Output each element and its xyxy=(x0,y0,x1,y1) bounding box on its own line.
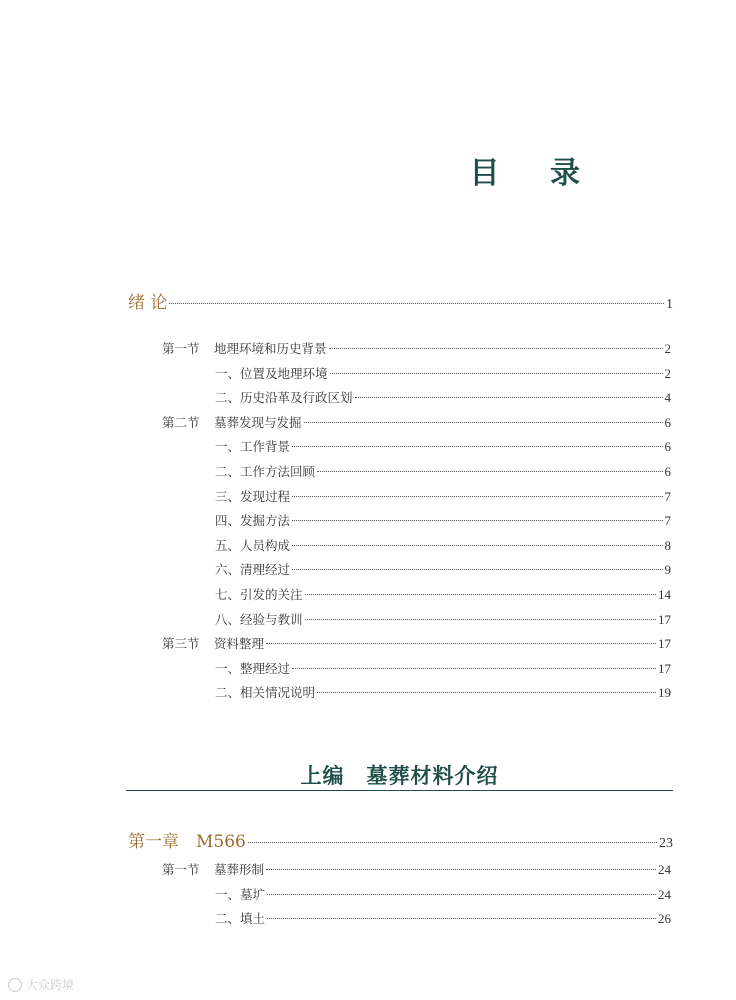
toc-leader-dots xyxy=(169,303,664,304)
toc-page-number: 6 xyxy=(664,414,671,430)
toc-label xyxy=(215,462,315,480)
toc-leader-dots xyxy=(317,692,656,693)
toc-page-number: 7 xyxy=(664,513,671,529)
toc-label xyxy=(215,683,315,701)
toc-label xyxy=(215,885,265,903)
toc-entry-subsection[interactable] xyxy=(215,536,671,554)
toc-leader-dots xyxy=(292,668,656,669)
toc-label xyxy=(215,511,290,529)
toc-label-text: 七、引发的关注 xyxy=(215,587,303,602)
toc-label-text: 二、填土 xyxy=(215,911,266,926)
toc-leader-dots xyxy=(267,918,656,919)
toc-label xyxy=(215,585,303,603)
toc-label xyxy=(215,610,303,628)
toc-leader-dots xyxy=(266,869,656,870)
toc-entry-subsection[interactable] xyxy=(215,909,671,927)
toc-entry-subsection[interactable] xyxy=(215,462,671,480)
toc-leader-dots xyxy=(330,373,663,374)
toc-page-number: 9 xyxy=(664,562,671,578)
toc-page-number: 17 xyxy=(658,611,671,627)
toc-label xyxy=(162,413,302,431)
toc-label xyxy=(215,437,290,455)
toc-label-text: 四、发掘方法 xyxy=(215,513,291,529)
toc-page-number: 24 xyxy=(658,886,671,902)
toc-section-number: 第一节 xyxy=(162,862,200,877)
toc-page-number: 6 xyxy=(664,439,671,455)
toc-entry-subsection[interactable] xyxy=(215,585,671,603)
toc-section-number: 第一节 xyxy=(162,341,200,356)
toc-entry-section[interactable] xyxy=(162,860,671,878)
toc-label xyxy=(215,364,328,382)
toc-page-number: 8 xyxy=(664,537,671,553)
toc-label-text: 一、工作背景 xyxy=(215,439,291,455)
toc-label xyxy=(215,536,290,554)
toc-page-number: 4 xyxy=(664,390,671,406)
toc-leader-dots xyxy=(248,842,657,843)
toc-leader-dots xyxy=(305,619,656,620)
toc-entry-subsection[interactable] xyxy=(215,388,671,406)
toc-leader-dots xyxy=(292,569,662,570)
watermark xyxy=(8,976,74,993)
toc-section-number: 第三节 xyxy=(162,636,200,652)
toc-page-number: 19 xyxy=(658,685,671,701)
toc-label-text: 五、人员构成 xyxy=(215,537,291,553)
toc-entry-subsection[interactable] xyxy=(215,885,671,903)
toc-entry-subsection[interactable] xyxy=(215,560,671,578)
toc-label-text: 资料整理 xyxy=(214,636,265,652)
toc-entry-intro[interactable] xyxy=(128,288,673,313)
toc-entry-subsection[interactable] xyxy=(215,364,671,382)
toc-label: 绪 论 xyxy=(128,293,168,313)
toc-label-text: 一、位置及地理环境 xyxy=(215,365,328,381)
toc-leader-dots xyxy=(355,397,663,398)
toc-entry-subsection[interactable] xyxy=(215,511,671,529)
toc-section-number: 第二节 xyxy=(162,414,200,430)
toc-label xyxy=(215,388,353,406)
toc-label-text: 八、经验与教训 xyxy=(215,611,303,627)
toc-label xyxy=(215,909,265,927)
toc-label-text: 地理环境和历史背景 xyxy=(214,341,327,356)
toc-label-text: 二、相关情况说明 xyxy=(215,685,316,701)
toc-leader-dots xyxy=(317,471,662,472)
toc-label xyxy=(215,659,290,677)
toc-entry-subsection[interactable] xyxy=(215,659,671,677)
toc-entry-section[interactable] xyxy=(162,413,671,431)
toc-leader-dots xyxy=(292,496,662,497)
toc-page-number: 26 xyxy=(658,911,671,926)
toc-page-number: 14 xyxy=(658,587,671,602)
toc-leader-dots xyxy=(292,446,662,447)
toc-entry-subsection[interactable] xyxy=(215,683,671,701)
toc-label-text: 二、历史沿革及行政区划 xyxy=(215,390,353,406)
toc-label-text: 三、发现过程 xyxy=(215,488,291,504)
toc-entry-section[interactable] xyxy=(162,339,671,357)
toc-entry-subsection[interactable] xyxy=(215,487,671,505)
toc-label-text: 一、整理经过 xyxy=(215,660,291,676)
toc-page-number: 2 xyxy=(664,365,671,381)
toc-leader-dots xyxy=(267,894,656,895)
toc-label xyxy=(162,860,264,878)
page-title: 目 录 xyxy=(469,156,600,191)
toc-entry-subsection[interactable] xyxy=(215,437,671,455)
toc-leader-dots xyxy=(292,545,662,546)
part-heading: 上编 墓葬材料介绍 xyxy=(300,763,499,788)
toc-page-number: 23 xyxy=(659,836,673,851)
toc-leader-dots xyxy=(305,594,656,595)
toc-label: 第一章 M566 xyxy=(128,832,246,852)
toc-page-number: 2 xyxy=(664,341,671,356)
toc-page-number: 24 xyxy=(658,862,671,877)
part-divider xyxy=(126,790,673,791)
toc-entry-subsection[interactable] xyxy=(215,610,671,628)
toc-page-number: 7 xyxy=(664,488,671,504)
toc-label-text: 一、墓圹 xyxy=(215,886,266,902)
toc-leader-dots xyxy=(304,422,663,423)
toc-label xyxy=(215,487,290,505)
toc-page-number: 1 xyxy=(666,297,673,312)
toc-label xyxy=(162,339,327,357)
watermark-logo-icon xyxy=(8,978,22,992)
toc-leader-dots xyxy=(292,520,662,521)
toc-label xyxy=(215,560,290,578)
toc-page-number: 6 xyxy=(664,464,671,479)
toc-label-text: 二、工作方法回顾 xyxy=(215,464,316,479)
toc-label xyxy=(162,634,264,652)
toc-label-text: 六、清理经过 xyxy=(215,562,291,578)
toc-page-number: 17 xyxy=(658,660,671,676)
toc-entry-section[interactable] xyxy=(162,634,671,652)
toc-page-number: 17 xyxy=(658,636,671,652)
toc-leader-dots xyxy=(266,643,656,644)
toc-entry-chapter-1[interactable] xyxy=(128,827,673,852)
watermark-text: 大众跨境 xyxy=(26,978,75,992)
toc-leader-dots xyxy=(329,348,663,349)
toc-label-text: 墓葬发现与发掘 xyxy=(214,414,302,430)
toc-label-text: 墓葬形制 xyxy=(214,862,265,877)
